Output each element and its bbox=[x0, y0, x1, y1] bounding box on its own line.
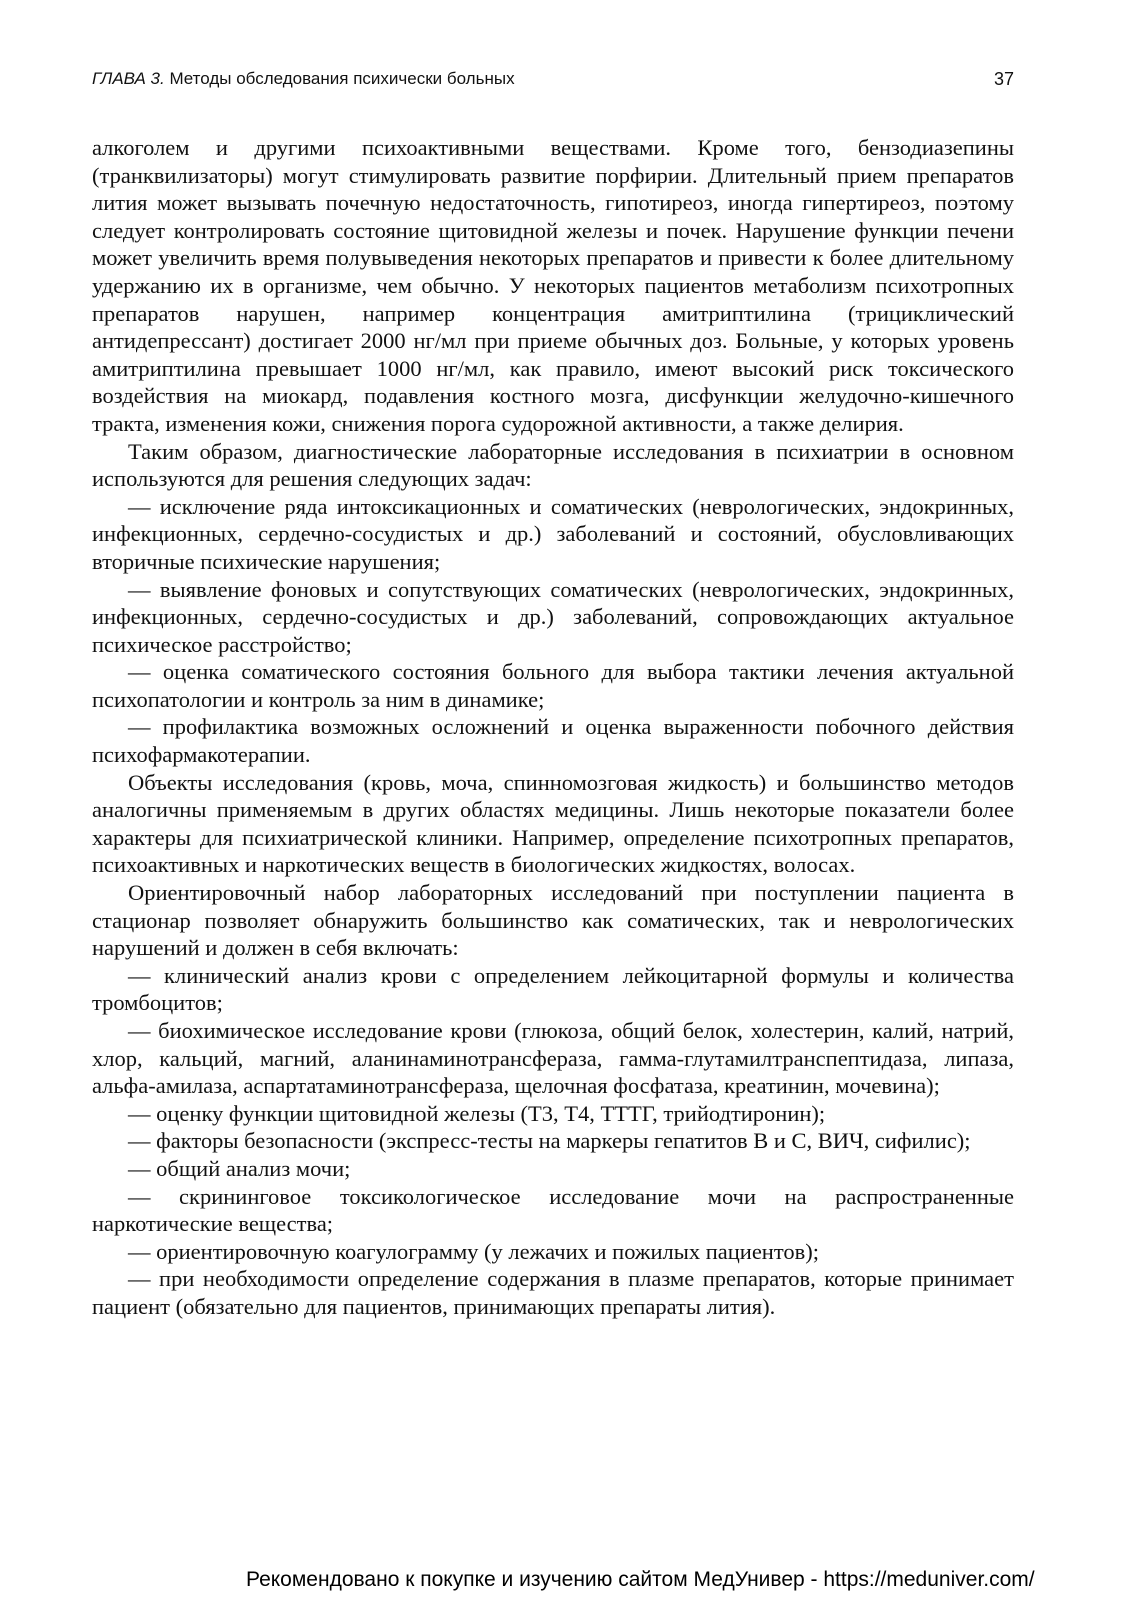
page-header bbox=[92, 64, 1014, 94]
list-item: — клинический анализ крови с определением лейкоцитарной формулы и количества тромбоцитов; bbox=[92, 962, 1014, 1016]
list-item: — выявление фоновых и сопутствующих соматических (неврологических, эндокринных, инфекционных, сердечно-сосудистых и др.) заболеваний, сопровождающих актуальное психическое расстройство; bbox=[92, 576, 1014, 657]
list-item: — оценку функции щитовидной железы (Т3, Т4, ТТТГ, трийодтиронин); bbox=[128, 1100, 826, 1126]
paragraph: Объекты исследования (кровь, моча, спинномозговая жидкость) и большинство методов аналогичны применяемым в других областях медицины. Лишь некоторые показатели более характеры для психиатрической клиники. Например, определение психотропных препаратов, психоактивных и наркотических веществ в биологических жидкостях, волосах. bbox=[92, 769, 1014, 878]
list-item: — оценка соматического состояния больного для выбора тактики лечения актуальной психопатологии и контроль за ним в динамике; bbox=[92, 659, 1014, 712]
paragraph: Ориентировочный набор лабораторных исследований при поступлении пациента в стационар позволяет обнаружить большинство как соматических, так и неврологических нарушений и должен в себя включать: bbox=[92, 880, 1014, 961]
list-item: — факторы безопасности (экспресс-тесты на маркеры гепатитов В и С, ВИЧ, сифилис); bbox=[128, 1128, 971, 1154]
list-item: — скрининговое токсикологическое исследование мочи на распространенные наркотические вещества; bbox=[92, 1183, 1014, 1237]
footer-recommendation: Рекомендовано к покупке и изучению сайтом МедУнивер - https://meduniver.com/ bbox=[246, 1568, 1035, 1591]
list-item: — профилактика возможных осложнений и оценка выраженности побочного действия психофармакотерапии. bbox=[92, 714, 1014, 768]
chapter-title: Методы обследования психически больных bbox=[169, 69, 515, 88]
paragraph: Таким образом, диагностические лабораторные исследования в психиатрии в основном используются для решения следующих задач: bbox=[92, 438, 1014, 492]
page-number: 37 bbox=[993, 69, 1014, 89]
list-item: — исключение ряда интоксикационных и соматических (неврологических, эндокринных, инфекционных, сердечно-сосудистых и др.) заболеваний и состояний, обусловливающих вторичные психические нарушения; bbox=[92, 493, 1014, 574]
list-item: — при необходимости определение содержания в плазме препаратов, которые принимает пациент (обязательно для пациентов, принимающих препараты лития). bbox=[92, 1266, 1014, 1319]
paragraph: алкоголем и другими психоактивными веществами. Кроме того, бензодиазепины (транквилизаторы) могут стимулировать развитие порфирии. Длительный прием препаратов лития может вызывать почечную недостаточность, гипотиреоз, иногда гипертиреоз, поэтому следует контролировать состояние щитовидной железы и почек. Нарушение функции печени может увеличить время полувыведения некоторых препаратов и привести к более длительному удержанию их в организме, чем обычно. У некоторых пациентов метаболизм психотропных препаратов нарушен, например концентрация амитриптилина (трициклический антидепрессант) достигает 2000 нг/мл при приеме обычных доз. Больные, у которых уровень амитриптилина превышает 1000 нг/мл, как правило, имеют высокий риск токсического воздействия на миокард, подавления костного мозга, дисфункции желудочно-кишечного тракта, изменения кожи, снижения порога судорожной активности, а также делирия. bbox=[92, 135, 1014, 436]
chapter-label: ГЛАВА 3. bbox=[92, 69, 165, 88]
page-body bbox=[92, 134, 1014, 1321]
list-item: — ориентировочную коагулограмму (у лежачих и пожилых пациентов); bbox=[128, 1238, 819, 1264]
list-item: — общий анализ мочи; bbox=[128, 1155, 351, 1181]
list-item: — биохимическое исследование крови (глюкоза, общий белок, холестерин, калий, натрий, хлор, кальций, магний, аланинаминотрансфераза, гамма-глутамилтранспептидаза, липаза, альфа-амилаза, аспартатаминотрансфераза, щелочная фосфатаза, креатинин, мочевина); bbox=[92, 1018, 1014, 1099]
